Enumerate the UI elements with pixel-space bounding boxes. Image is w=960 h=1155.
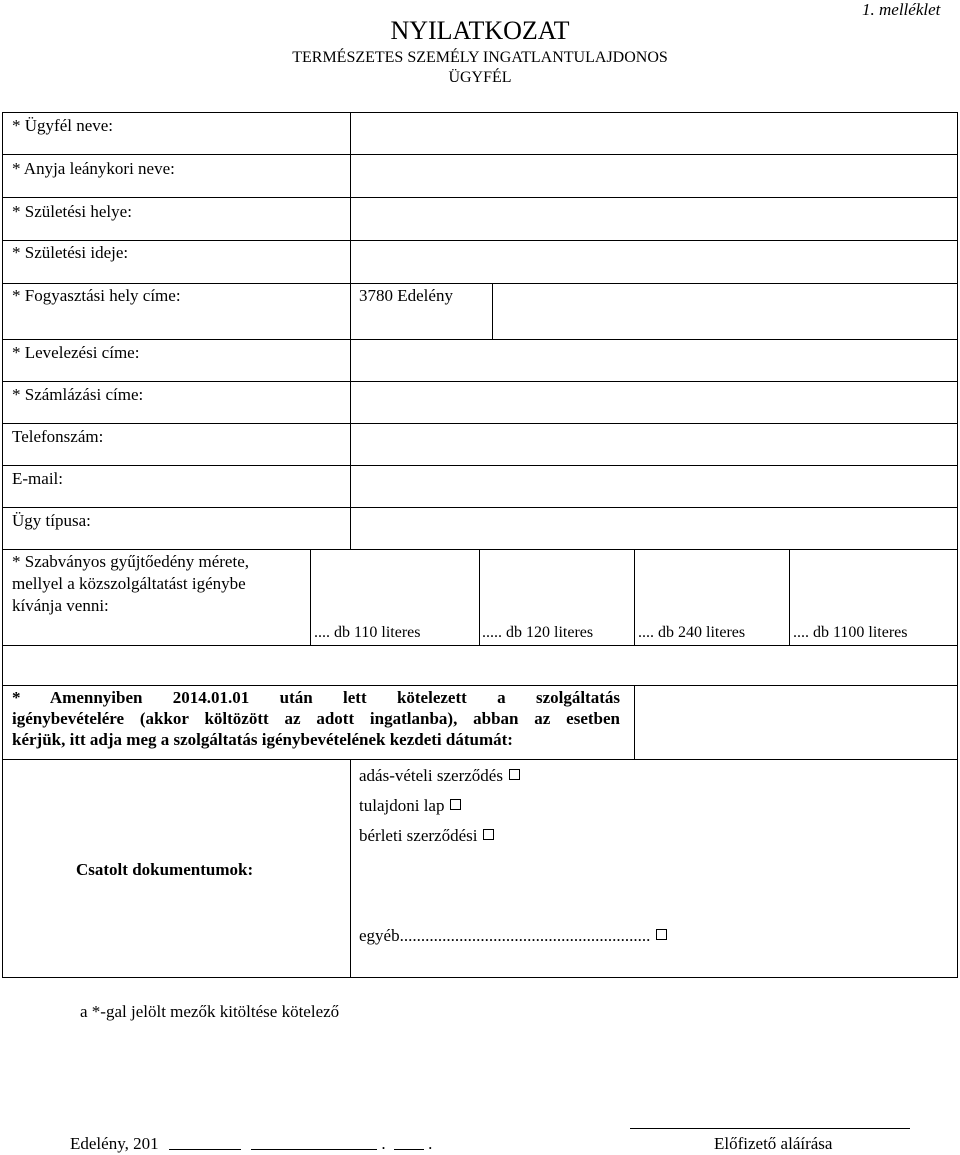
start-date-line-1: * Amennyiben 2014.01.01 után lett kötelezett a szolgáltatás <box>12 688 620 707</box>
case-type-label: Ügy típusa: <box>12 511 91 530</box>
bin-size-240[interactable]: .... db 240 literes <box>638 624 746 641</box>
start-date-question <box>12 687 620 750</box>
signature-line[interactable] <box>630 1128 910 1129</box>
row-line <box>2 759 958 760</box>
attachments-divider <box>350 759 351 978</box>
start-date-divider <box>634 685 635 759</box>
form-frame <box>2 112 958 978</box>
attachment-lease-contract-label: bérleti szerződési <box>359 826 478 845</box>
mother-name-label: * Anyja leánykori neve: <box>12 159 175 178</box>
phone-label: Telefonszám: <box>12 427 104 446</box>
row-line <box>2 197 958 198</box>
checkbox-icon[interactable] <box>509 769 520 780</box>
attachment-property-sheet-label: tulajdoni lap <box>359 796 445 815</box>
row-line <box>2 423 958 424</box>
bin-size-divider <box>634 549 635 645</box>
document-subtitle <box>230 48 730 88</box>
row-line <box>2 465 958 466</box>
checkbox-icon[interactable] <box>656 929 667 940</box>
bin-size-divider <box>789 549 790 645</box>
attachment-property-sheet[interactable] <box>359 796 461 816</box>
billing-address-label: * Számlázási címe: <box>12 385 144 404</box>
attachment-lease-contract[interactable] <box>359 826 494 846</box>
attachment-other[interactable] <box>359 926 667 946</box>
row-line <box>2 283 958 284</box>
year-blank[interactable] <box>169 1135 241 1150</box>
bin-size-label-line-1: * Szabványos gyűjtőedény mérete, <box>12 552 249 571</box>
bin-size-1100[interactable]: .... db 1100 literes <box>793 624 908 641</box>
birth-place-label: * Születési helye: <box>12 202 132 221</box>
checkbox-icon[interactable] <box>483 829 494 840</box>
row-line <box>2 507 958 508</box>
start-date-line-3: kérjük, itt adja meg a szolgáltatás igénybevételének kezdeti dátumát: <box>12 730 513 749</box>
mailing-address-label: * Levelezési címe: <box>12 343 140 362</box>
subtitle-line-2: ÜGYFÉL <box>448 69 512 86</box>
attachments-label: Csatolt dokumentumok: <box>76 860 254 879</box>
row-line <box>2 685 958 686</box>
birth-date-label: * Születési ideje: <box>12 243 129 262</box>
client-name-label: * Ügyfél neve: <box>12 116 114 135</box>
consumption-address-value[interactable]: 3780 Edelény <box>359 286 453 305</box>
bin-size-divider <box>479 549 480 645</box>
row-line <box>2 645 958 646</box>
address-cell-divider <box>492 283 493 339</box>
checkbox-icon[interactable] <box>450 799 461 810</box>
annex-label: 1. melléklet <box>862 0 941 19</box>
attachment-other-label: egyéb........................................................... <box>359 926 651 945</box>
row-line <box>2 154 958 155</box>
email-label: E-mail: <box>12 469 63 488</box>
attachment-sale-contract-label: adás-vételi szerződés <box>359 766 503 785</box>
month-blank[interactable] <box>251 1135 377 1150</box>
bin-size-120[interactable]: ..... db 120 literes <box>482 624 594 641</box>
row-line <box>2 240 958 241</box>
row-line <box>2 549 958 550</box>
date-place: Edelény, 201 <box>70 1134 159 1153</box>
date-separator-2: . <box>428 1134 433 1153</box>
attachment-sale-contract[interactable] <box>359 766 520 786</box>
date-separator-1: . <box>381 1134 386 1153</box>
bin-size-divider <box>310 549 311 645</box>
bin-size-110[interactable]: .... db 110 literes <box>314 624 421 641</box>
signature-label: Előfizető aláírása <box>714 1134 833 1153</box>
mandatory-note: a *-gal jelölt mezők kitöltése kötelező <box>80 1002 340 1021</box>
start-date-line-2: igénybevételére (akkor költözött az adott ingatlanba), abban az esetben <box>12 709 620 728</box>
row-line <box>2 381 958 382</box>
bin-size-label-line-3: kívánja venni: <box>12 596 109 615</box>
column-divider <box>350 112 351 549</box>
bin-size-label-line-2: mellyel a közszolgáltatást igénybe <box>12 574 246 593</box>
consumption-address-label: * Fogyasztási hely címe: <box>12 286 181 305</box>
row-line <box>2 339 958 340</box>
document-title: NYILATKOZAT <box>390 16 570 45</box>
subtitle-line-1: TERMÉSZETES SZEMÉLY INGATLANTULAJDONOS <box>292 49 668 66</box>
day-blank[interactable] <box>394 1135 424 1150</box>
date-line <box>70 1134 432 1154</box>
